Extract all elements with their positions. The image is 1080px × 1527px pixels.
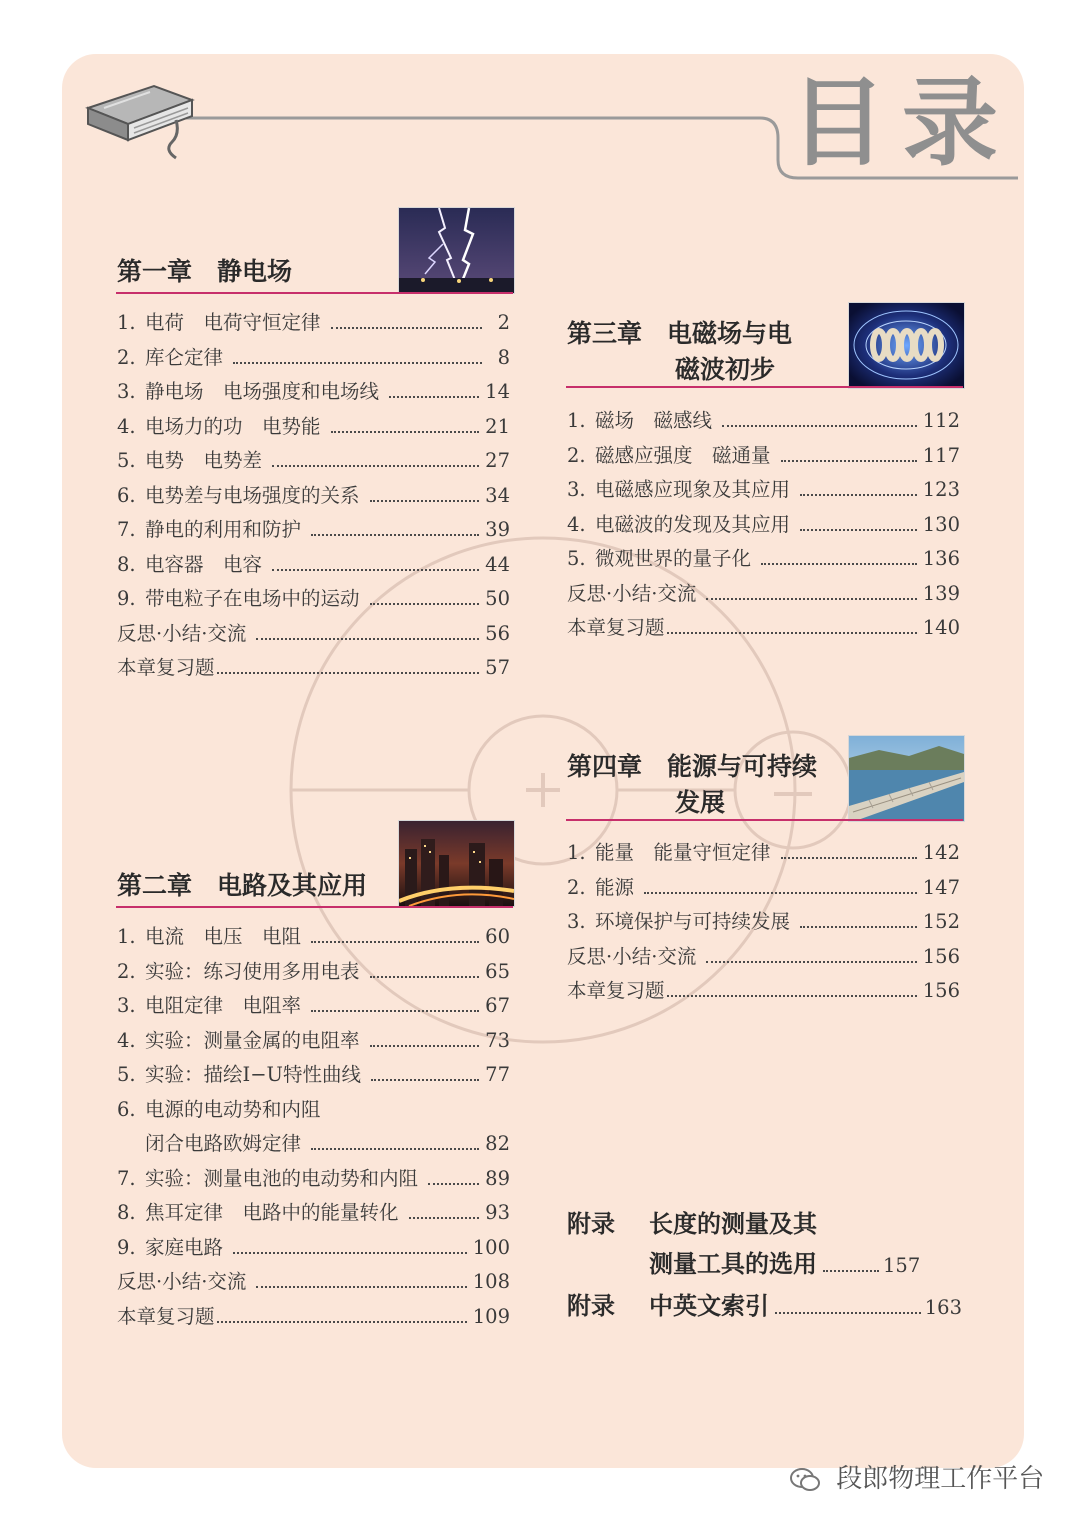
toc-entry-title: 环境保护与可持续发展 (595, 910, 791, 933)
dot-leader (370, 976, 480, 978)
toc-entry-page: 140 (922, 616, 960, 639)
dot-leader (256, 638, 479, 640)
toc-entry-title: 实验：测量金属的电阻率 (145, 1028, 360, 1052)
toc-entry-number: 3. (117, 380, 136, 403)
appendix-2-page: 163 (924, 1296, 962, 1319)
toc-entry-title: 反思·小结·交流 (567, 944, 697, 968)
toc-entry-number: 2. (117, 959, 136, 983)
toc-entry-number: 8. (117, 1201, 136, 1224)
toc-entry-page: 39 (485, 518, 510, 541)
chapter-4-title-line1: 第四章 能源与可持续 (567, 752, 818, 781)
dot-leader (370, 500, 480, 502)
toc-entry-page: 100 (472, 1235, 510, 1259)
toc-entry-number: 5. (117, 1063, 136, 1086)
dot-leader (311, 1148, 479, 1150)
toc-entry-page: 65 (485, 959, 510, 983)
toc-entry-number: 7. (117, 1166, 136, 1190)
toc-entry[interactable] (567, 405, 960, 440)
book-icon (84, 78, 196, 168)
dot-leader (781, 857, 917, 859)
toc-entry[interactable] (117, 652, 510, 687)
toc-entry[interactable] (567, 612, 960, 647)
toc-entry-title: 库仑定律 (145, 345, 224, 369)
toc-entry-title: 实验：测量电池的电动势和内阻 (145, 1166, 419, 1190)
chapter-3-toc (567, 405, 960, 647)
appendix-1-page: 157 (883, 1254, 921, 1277)
toc-entry-title: 静电场 电场强度和电场线 (145, 380, 380, 403)
toc-entry[interactable] (117, 514, 510, 549)
toc-entry-number: 1. (117, 311, 136, 334)
coil-field-photo (848, 302, 965, 389)
toc-entry-title: 实验：描绘I−U特性曲线 (145, 1063, 361, 1086)
chapter-1-rule (116, 292, 513, 294)
toc-entry-page: 123 (922, 478, 960, 501)
dot-leader (667, 632, 917, 634)
toc-entry-title: 磁感应强度 磁通量 (595, 443, 771, 467)
chapter-2-title: 第二章 电路及其应用 (117, 871, 368, 900)
toc-entry-title: 电源的电动势和内阻 (145, 1097, 321, 1121)
toc-entry-number: 2. (567, 875, 586, 899)
toc-entry-title: 静电的利用和防护 (145, 518, 302, 541)
toc-entry-number: 1. (567, 409, 586, 432)
toc-entry-title: 本章复习题 (117, 1304, 215, 1328)
toc-entry-title: 电场力的功 电势能 (145, 414, 321, 438)
dot-leader (800, 529, 917, 531)
watermark-text: 段郎物理工作平台 (836, 1464, 1045, 1494)
toc-entry[interactable] (117, 1059, 510, 1094)
toc-entry-page: 89 (485, 1166, 510, 1190)
toc-entry-page: 108 (472, 1270, 510, 1293)
toc-entry-number: 3. (567, 910, 586, 933)
dot-leader (823, 1270, 879, 1272)
toc-entry[interactable] (567, 906, 960, 941)
toc-entry[interactable] (117, 376, 510, 411)
dot-leader (331, 327, 482, 329)
chapter-3-title-line2: 磁波初步 (675, 355, 776, 384)
toc-entry-page: 93 (485, 1201, 510, 1224)
toc-entry-title: 能量 能量守恒定律 (595, 841, 771, 864)
toc-entry-page: 156 (922, 944, 960, 968)
appendix-2[interactable] (567, 1286, 962, 1326)
toc-entry-title: 磁场 磁感线 (595, 409, 713, 432)
toc-entry-page: 130 (922, 512, 960, 536)
toc-entry-page: 21 (485, 414, 510, 438)
dot-leader (800, 494, 917, 496)
toc-entry-page: 112 (922, 409, 960, 432)
toc-entry-title: 电荷 电荷守恒定律 (145, 311, 321, 334)
chapter-4-toc (567, 837, 960, 1010)
toc-entry-number: 2. (567, 443, 586, 467)
chapter-3-rule (566, 386, 963, 388)
appendix-2-title-line1: 中英文索引 (649, 1292, 769, 1320)
toc-entry-number: 6. (117, 1097, 136, 1121)
dot-leader (667, 995, 917, 997)
toc-entry-page: 139 (922, 581, 960, 605)
toc-entry[interactable] (567, 941, 960, 976)
appendix-2-label: 附录 (567, 1292, 615, 1320)
toc-entry-title: 家庭电路 (145, 1235, 224, 1259)
toc-entry-number: 4. (117, 1028, 136, 1052)
toc-entry-number: 8. (117, 552, 136, 576)
appendix-1-line2 (567, 1244, 962, 1284)
toc-entry-number: 3. (117, 994, 136, 1017)
toc-entry-title: 电磁感应现象及其应用 (595, 478, 791, 501)
toc-entry[interactable] (117, 956, 510, 991)
toc-entry-page: 50 (485, 587, 510, 610)
toc-entry-page: 44 (485, 552, 510, 576)
dot-leader (706, 961, 916, 963)
toc-entry[interactable] (117, 342, 510, 377)
toc-entry-number: 4. (567, 512, 586, 536)
toc-entry-number: 6. (117, 483, 136, 507)
toc-entry[interactable] (117, 921, 510, 956)
dot-leader (217, 672, 480, 674)
toc-entry[interactable] (117, 1025, 510, 1060)
toc-entry[interactable] (567, 872, 960, 907)
toc-entry-number: 1. (117, 925, 136, 948)
toc-entry-number: 9. (117, 587, 136, 610)
toc-entry-title: 带电粒子在电场中的运动 (145, 587, 360, 610)
toc-entry-page: 152 (922, 910, 960, 933)
toc-entry-page: 142 (922, 841, 960, 864)
toc-entry-title: 电容器 电容 (145, 552, 263, 576)
chapter-4-title-line2: 发展 (675, 788, 726, 817)
chapter-1-toc (117, 307, 510, 687)
chapter-3-heading (567, 316, 792, 388)
toc-entry[interactable] (117, 411, 510, 446)
toc-entry[interactable] (117, 990, 510, 1025)
toc-entry-title: 电磁波的发现及其应用 (595, 512, 791, 536)
toc-entry[interactable] (117, 1094, 510, 1129)
toc-entry-number: 9. (117, 1235, 136, 1259)
toc-entry-title: 电阻定律 电阻率 (145, 994, 302, 1017)
toc-entry[interactable] (567, 543, 960, 578)
toc-entry-title: 本章复习题 (567, 979, 665, 1002)
dot-leader (370, 1045, 480, 1047)
toc-entry[interactable] (117, 480, 510, 515)
chapter-1-heading (117, 254, 292, 290)
dot-leader (233, 1252, 467, 1254)
dot-leader (311, 534, 479, 536)
toc-entry-number: 4. (117, 414, 136, 438)
toc-entry-page: 73 (485, 1028, 510, 1052)
toc-entry-title: 能源 (595, 875, 635, 899)
dot-leader (800, 926, 917, 928)
toc-entry[interactable] (117, 1163, 510, 1198)
dot-leader (256, 1286, 466, 1288)
toc-entry[interactable] (567, 837, 960, 872)
toc-entry[interactable] (117, 583, 510, 618)
toc-entry[interactable] (117, 307, 510, 342)
chapter-2-toc (117, 921, 510, 1335)
appendix-1[interactable] (567, 1204, 962, 1284)
appendix-1-label: 附录 (567, 1210, 615, 1238)
toc-entry[interactable] (567, 474, 960, 509)
dot-leader (409, 1217, 480, 1219)
dot-leader (217, 1321, 467, 1323)
city-night-photo (398, 820, 515, 907)
toc-entry-number: 1. (567, 841, 586, 864)
toc-entry-title: 反思·小结·交流 (117, 1270, 247, 1293)
toc-entry[interactable] (117, 1197, 510, 1232)
toc-entry-title: 反思·小结·交流 (567, 581, 697, 605)
dot-leader (761, 563, 917, 565)
toc-entry-page: 109 (472, 1304, 510, 1328)
appendix-1-title-line1: 长度的测量及其 (649, 1210, 817, 1238)
toc-entry[interactable] (567, 440, 960, 475)
toc-entry-title: 反思·小结·交流 (117, 621, 247, 645)
toc-entry[interactable] (117, 1232, 510, 1267)
toc-entry-page: 14 (485, 380, 510, 403)
toc-entry-number: 5. (567, 547, 586, 570)
dot-leader (389, 396, 479, 398)
toc-entry-page: 57 (485, 656, 510, 679)
dot-leader (331, 431, 480, 433)
wechat-icon (790, 1467, 820, 1493)
chapter-2-rule (116, 906, 513, 908)
toc-entry-page: 2 (497, 311, 510, 334)
toc-entry-page: 34 (485, 483, 510, 507)
toc-entry[interactable] (567, 509, 960, 544)
toc-entry-title: 实验：练习使用多用电表 (145, 959, 360, 983)
dot-leader (311, 1010, 479, 1012)
dot-leader (272, 569, 479, 571)
dot-leader (722, 425, 917, 427)
page-title: 目录 (790, 67, 1014, 179)
toc-entry-title: 本章复习题 (117, 656, 215, 679)
dot-leader (370, 603, 480, 605)
toc-entry-title: 微观世界的量子化 (595, 547, 752, 570)
toc-entry[interactable] (567, 578, 960, 613)
toc-entry-page: 56 (485, 621, 510, 645)
dot-leader (781, 460, 917, 462)
toc-entry[interactable] (117, 1128, 510, 1163)
lightning-photo (398, 207, 515, 294)
dot-leader (311, 941, 479, 943)
chapter-3-title-line1: 第三章 电磁场与电 (567, 319, 793, 348)
dam-photo (848, 735, 965, 822)
toc-entry-page: 8 (497, 345, 510, 369)
toc-entry-title: 焦耳定律 电路中的能量转化 (145, 1201, 399, 1224)
dot-leader (775, 1312, 921, 1314)
toc-entry-title: 本章复习题 (567, 616, 665, 639)
toc-entry[interactable] (117, 445, 510, 480)
toc-entry[interactable] (567, 975, 960, 1010)
chapter-2-heading (117, 868, 367, 904)
toc-entry-page: 147 (922, 875, 960, 899)
watermark (790, 1458, 1044, 1495)
toc-entry-page: 77 (485, 1063, 510, 1086)
dot-leader (272, 465, 479, 467)
appendix-1-line1 (567, 1204, 962, 1244)
toc-entry-title: 电势差与电场强度的关系 (145, 483, 360, 507)
toc-entry-page: 67 (485, 994, 510, 1017)
toc-entry-title: 电流 电压 电阻 (145, 925, 302, 948)
toc-entry-page: 60 (485, 925, 510, 948)
toc-entry-page: 136 (922, 547, 960, 570)
toc-entry-number: 2. (117, 345, 136, 369)
toc-entry-page: 27 (485, 449, 510, 472)
toc-entry-page: 156 (922, 979, 960, 1002)
toc-entry-title: 电势 电势差 (145, 449, 263, 472)
toc-entry[interactable] (117, 1301, 510, 1336)
dot-leader (428, 1183, 479, 1185)
appendix-2-line1 (567, 1286, 962, 1326)
toc-entry-title: 闭合电路欧姆定律 (145, 1132, 302, 1155)
toc-entry-page: 117 (922, 443, 960, 467)
chapter-1-title: 第一章 静电场 (117, 257, 293, 286)
dot-leader (233, 362, 482, 364)
toc-entry[interactable] (117, 1266, 510, 1301)
chapter-4-rule (566, 819, 963, 821)
toc-entry-number: 5. (117, 449, 136, 472)
toc-entry-number: 7. (117, 518, 136, 541)
toc-entry-page: 82 (485, 1132, 510, 1155)
dot-leader (371, 1079, 479, 1081)
toc-entry-number: 3. (567, 478, 586, 501)
toc-entry[interactable] (117, 549, 510, 584)
dot-leader (706, 598, 916, 600)
chapter-4-heading (567, 749, 817, 821)
dot-leader (644, 892, 917, 894)
toc-entry[interactable] (117, 618, 510, 653)
appendix-1-title-line2: 测量工具的选用 (649, 1250, 817, 1278)
